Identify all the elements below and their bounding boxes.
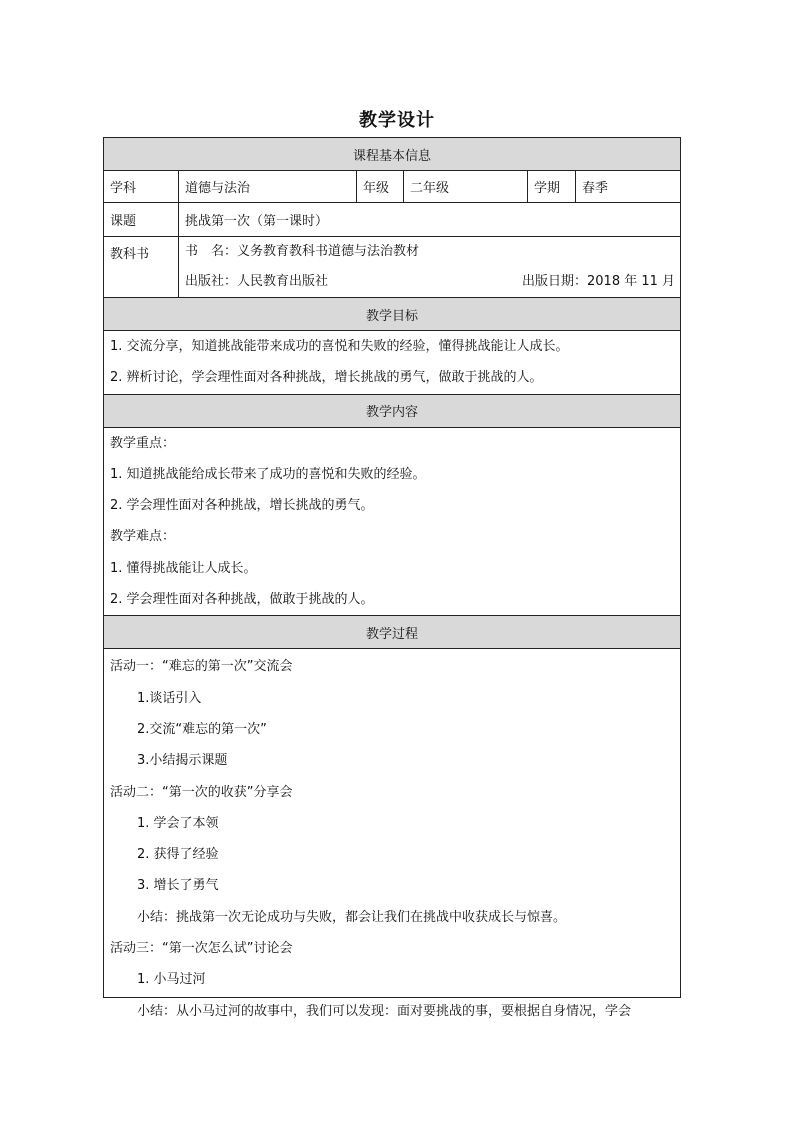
objective-item: 2. 辨析讨论，学会理性面对各种挑战，增长挑战的勇气，做敢于挑战的人。 bbox=[110, 370, 543, 386]
publish-date-line: 出版日期：2018 年 11 月 bbox=[522, 274, 676, 289]
textbook-label: 教科书 bbox=[104, 237, 179, 298]
publisher-row bbox=[185, 267, 674, 297]
objectives-body bbox=[104, 331, 681, 395]
basic-info-header: 课程基本信息 bbox=[104, 138, 681, 171]
process-step: 1. 学会了本领 bbox=[137, 815, 219, 831]
process-step: 3.小结揭示课题 bbox=[137, 753, 228, 769]
process-step: 1.谈话引入 bbox=[137, 690, 202, 706]
difficult-point-item: 1. 懂得挑战能让人成长。 bbox=[110, 560, 257, 576]
topic-label: 课题 bbox=[104, 203, 179, 237]
objectives-header: 教学目标 bbox=[104, 298, 681, 331]
key-point-item: 2. 学会理性面对各种挑战，增长挑战的勇气。 bbox=[110, 498, 374, 514]
process-header: 教学过程 bbox=[104, 616, 681, 649]
table-row bbox=[104, 427, 681, 616]
section-header-row bbox=[104, 394, 681, 427]
objective-item: 1. 交流分享，知道挑战能带来成功的喜悦和失败的经验，懂得挑战能让人成长。 bbox=[110, 339, 569, 354]
table-row bbox=[104, 171, 681, 203]
table-row bbox=[104, 237, 681, 298]
subject-value: 道德与法治 bbox=[179, 171, 357, 203]
activity-title: 活动一：“难忘的第一次”交流会 bbox=[110, 659, 293, 675]
process-summary: 小结：挑战第一次无论成功与失败，都会让我们在挑战中收获成长与惊喜。 bbox=[137, 909, 567, 925]
grade-label: 年级 bbox=[357, 171, 404, 203]
subject-label: 学科 bbox=[104, 171, 179, 203]
textbook-info bbox=[179, 237, 681, 298]
key-points-title: 教学重点： bbox=[110, 435, 176, 451]
table-row bbox=[104, 649, 681, 998]
table-row bbox=[104, 203, 681, 237]
content-header: 教学内容 bbox=[104, 394, 681, 427]
grade-value: 二年级 bbox=[404, 171, 528, 203]
table-row bbox=[104, 331, 681, 395]
process-step: 3. 增长了勇气 bbox=[137, 878, 219, 894]
section-header-row bbox=[104, 616, 681, 649]
document-title: 教学设计 bbox=[359, 110, 435, 131]
section-header-row bbox=[104, 298, 681, 331]
difficult-points-title: 教学难点： bbox=[110, 529, 176, 545]
topic-value: 挑战第一次（第一课时） bbox=[179, 203, 681, 237]
process-step: 2.交流“难忘的第一次” bbox=[137, 721, 267, 737]
term-value: 春季 bbox=[576, 171, 681, 203]
process-step: 1. 小马过河 bbox=[137, 972, 206, 988]
lesson-plan-table bbox=[103, 137, 681, 1019]
difficult-point-item: 2. 学会理性面对各种挑战，做敢于挑战的人。 bbox=[110, 592, 374, 608]
process-summary: 小结：从小马过河的故事中，我们可以发现：面对要挑战的事，要根据自身情况，学会 bbox=[137, 1003, 632, 1019]
term-label: 学期 bbox=[528, 171, 576, 203]
book-name-line: 书 名：义务教育教科书道德与法治教材 bbox=[185, 244, 420, 259]
process-content bbox=[110, 649, 674, 1019]
content-body bbox=[104, 427, 681, 616]
activity-title: 活动三：“第一次怎么试”讨论会 bbox=[110, 941, 293, 957]
key-point-item: 1. 知道挑战能给成长带来了成功的喜悦和失败的经验。 bbox=[110, 466, 426, 482]
publisher-line: 出版社：人民教育出版社 bbox=[185, 274, 329, 289]
process-body bbox=[104, 649, 681, 1019]
section-header-row bbox=[104, 138, 681, 171]
process-step: 2. 获得了经验 bbox=[137, 847, 219, 863]
activity-title: 活动二：“第一次的收获”分享会 bbox=[110, 784, 293, 800]
